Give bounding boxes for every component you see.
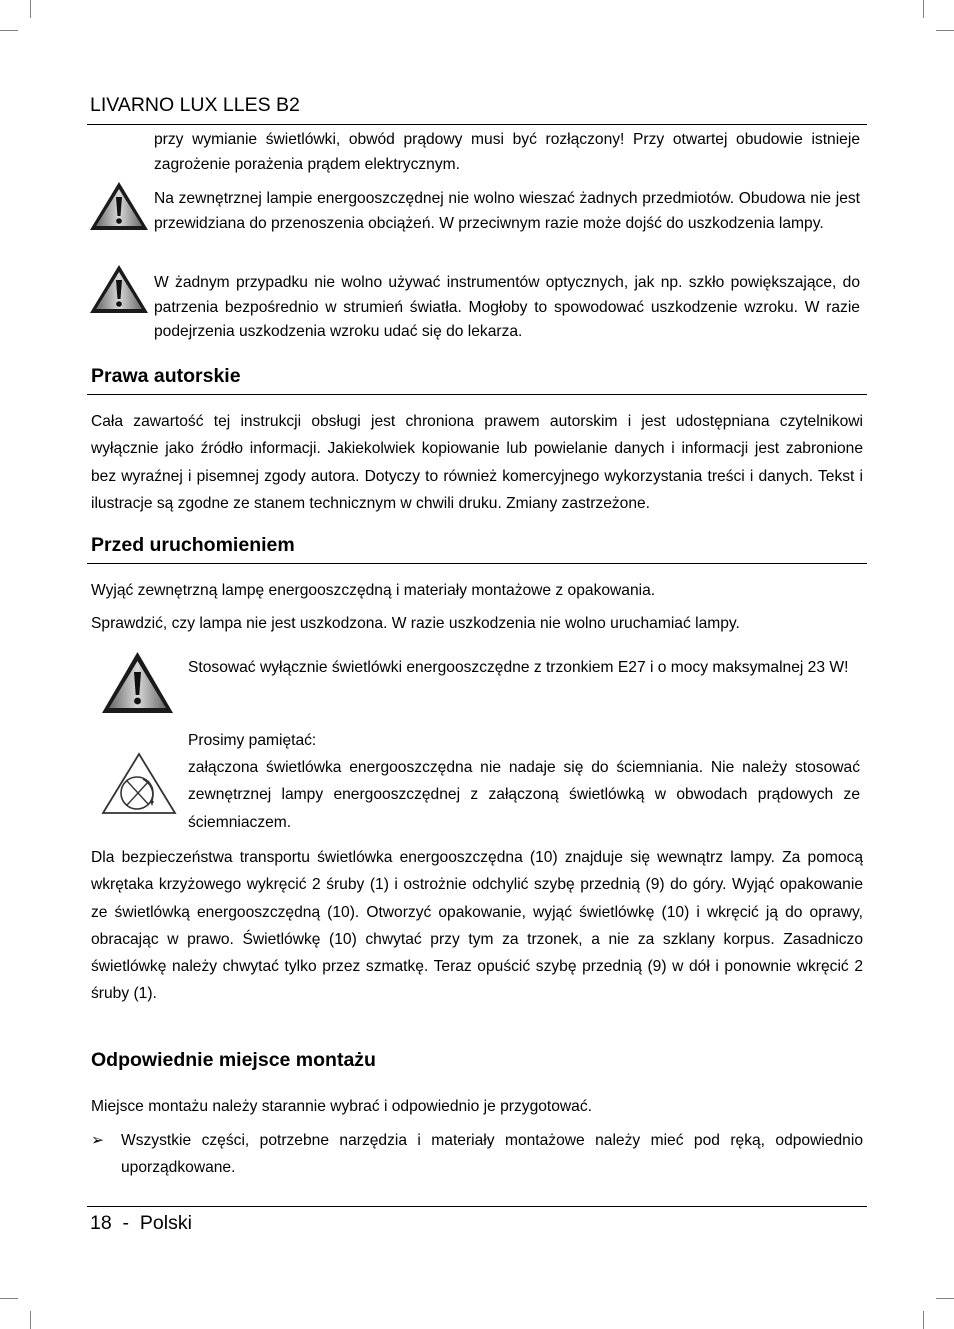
section-rule: [87, 563, 867, 564]
crop-mark: [923, 1311, 924, 1329]
footer: [90, 1212, 192, 1235]
header-rule: [87, 124, 867, 125]
crop-mark: [936, 30, 954, 31]
crop-mark: [30, 0, 31, 18]
warning-triangle-icon: [100, 650, 175, 715]
warning-triangle-icon: [88, 180, 150, 232]
warning-triangle-icon: [88, 263, 150, 315]
startup-paragraph-2: Sprawdzić, czy lampa nie jest uszkodzona. W razie uszkodzenia nie wolno uruchamiać lampy.: [91, 615, 740, 632]
crop-mark: [0, 30, 18, 31]
section-heading-startup: Przed uruchomieniem: [91, 534, 295, 556]
startup-paragraph-1: Wyjąć zewnętrzną lampę energooszczędną i materiały montażowe z opakowania.: [91, 582, 656, 599]
section-heading-copyright: Prawa autorskie: [91, 365, 241, 387]
bullet-arrow-icon: ➢: [91, 1132, 105, 1149]
note-title: Prosimy pamiętać:: [188, 732, 317, 749]
startup-warning-text: Stosować wyłącznie świetlówki energooszczędne z trzonkiem E27 i o mocy maksymalnej 23 W!: [188, 659, 849, 676]
startup-paragraph-3: Dla bezpieczeństwa transportu świetlówka energooszczędna (10) znajduje się wewnątrz lampy. Za pomocą wkrętaka krzyżowego wykręcić 2 śruby (1) i ostrożnie odchylić szybę przednią (9) do góry. Wyjąć opakowanie ze świetlówką energooszczędną (10). Otworzyć opakowanie, wyjąć świetlówkę (10) i wkręcić ją do oprawy, obracając w prawo. Świetlówkę (10) chwytać przy tym za trzonek, a nie za szklany korpus. Zasadniczo świetlówkę należy chwytać tylko przez szmatkę. Teraz opuścić szybę przednią (9) w dół i ponownie wkręcić 2 śruby (1).: [91, 849, 863, 1003]
warning-text-2: Na zewnętrznej lampie energooszczędnej nie wolno wieszać żadnych przedmiotów. Obudowa nie jest przewidziana do przenoszenia obciążeń. W przeciwnym razie może dojść do uszkodzenia lampy.: [154, 190, 860, 232]
footer-rule: [87, 1206, 867, 1207]
section-rule: [87, 394, 867, 395]
crop-mark: [936, 1298, 954, 1299]
footer-language: Polski: [139, 1212, 192, 1234]
crop-mark: [0, 1298, 18, 1299]
footer-separator: -: [122, 1212, 130, 1234]
copyright-text: Cała zawartość tej instrukcji obsługi jest chroniona prawem autorskim i jest udostępniana czytelnikowi wyłącznie jako źródło informacji. Jakiekolwiek kopiowanie lub powielanie danych i informacji jest zabronione bez wyraźnej i pisemnej zgody autora. Dotyczy to również komercyjnego wykorzystania treści i danych. Tekst i ilustracje są zgodne ze stanem technicznym w chwili druku. Zmiany zastrzeżone.: [91, 413, 863, 512]
page-number: 18: [90, 1212, 112, 1234]
note-text: załączona świetlówka energooszczędna nie nadaje się do ściemniania. Nie należy stosować zewnętrznej lampy energooszczędnej z załączoną świetlówką w obwodach prądowych ze ściemniaczem.: [188, 759, 860, 831]
section-heading-mounting: Odpowiednie miejsce montażu: [91, 1049, 376, 1071]
crop-mark: [30, 1311, 31, 1329]
header-title: LIVARNO LUX LLES B2: [90, 94, 300, 116]
mounting-paragraph-1: Miejsce montażu należy starannie wybrać i odpowiednio je przygotować.: [91, 1098, 592, 1115]
warning-text-1: przy wymianie świetlówki, obwód prądowy musi być rozłączony! Przy otwartej obudowie istnieje zagrożenie porażenia prądem elektrycznym.: [154, 131, 860, 173]
warning-text-3: W żadnym przypadku nie wolno używać instrumentów optycznych, jak np. szkło powiększające, do patrzenia bezpośrednio w strumień światła. Mogłoby to spowodować uszkodzenie wzroku. W razie podejrzenia uszkodzenia wzroku udać się do lekarza.: [154, 274, 860, 340]
no-dimmer-icon: [100, 751, 178, 816]
mounting-bullet-1: Wszystkie części, potrzebne narzędzia i materiały montażowe należy mieć pod ręką, odpowiednio uporządkowane.: [121, 1132, 863, 1177]
crop-mark: [923, 0, 924, 18]
